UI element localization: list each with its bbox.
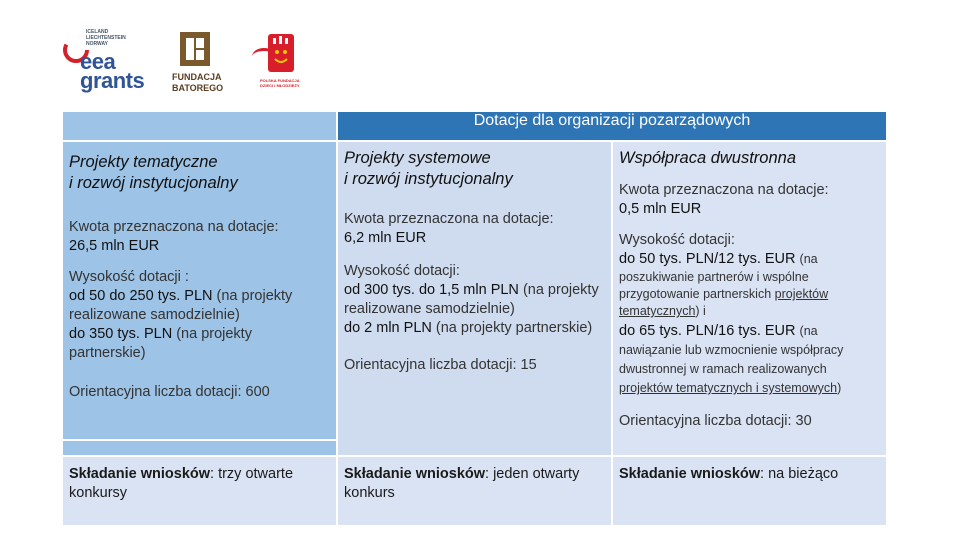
col2-submit-label: Składanie wniosków: [344, 466, 486, 482]
fundacja-batorego-logo: [168, 28, 238, 98]
col3-size-line1: do 50 tys. PLN/12 tys. EUR (na: [619, 251, 818, 267]
col2-size-line1: od 300 tys. do 1,5 mln PLN (na projekty: [344, 282, 599, 298]
col3-amount-value: 0,5 mln EUR: [619, 201, 702, 217]
table-header: Dotacje dla organizacji pozarządowych: [337, 111, 887, 141]
col3-submit-value: : na bieżąco: [760, 466, 839, 482]
col1-size-line3: do 350 tys. PLN (na projekty: [69, 326, 252, 342]
col1-count: Orientacyjna liczba dotacji: 600: [69, 384, 270, 400]
eea-countries: ICELAND LIECHTENSTEIN NORWAY: [86, 29, 126, 47]
col1-title: Projekty tematyczne i rozwój instytucjonalny: [69, 153, 238, 192]
grants-table: [61, 110, 888, 527]
col1-amount-label: Kwota przeznaczona na dotacje:: [69, 219, 279, 235]
col1-submit-label: Składanie wniosków: [69, 466, 211, 482]
col2-amount-value: 6,2 mln EUR: [344, 230, 427, 246]
header-empty-cell: [62, 111, 337, 141]
col2-count: Orientacyjna liczba dotacji: 15: [344, 357, 537, 373]
col2-submission: [337, 456, 612, 526]
col1-submission: [62, 456, 337, 526]
eea-wordmark: eea grants: [80, 49, 145, 93]
batory-mark-icon: [180, 32, 210, 66]
col1-size-line4: partnerskie): [69, 345, 146, 361]
col2-size-line3: do 2 mln PLN (na projekty partnerskie): [344, 320, 593, 336]
col1-spacer: [62, 440, 337, 456]
col2-details: [337, 141, 612, 456]
col1-amount-value: 26,5 mln EUR: [69, 238, 160, 254]
col1-details: [62, 141, 337, 440]
col3-submission: [612, 456, 887, 526]
col3-amount-label: Kwota przeznaczona na dotacje:: [619, 182, 829, 198]
col2-size-line2: realizowane samodzielnie): [344, 301, 515, 317]
col3-link-tematyczne[interactable]: projektów tematycznych: [619, 287, 829, 318]
polska-fundacja-logo: [246, 28, 316, 98]
col1-submit-value: : trzy otwarte konkursy: [69, 466, 294, 501]
col3-details: [612, 141, 887, 456]
col3-submit-label: Składanie wniosków: [619, 466, 761, 482]
col1-size-label: Wysokość dotacji :: [69, 269, 189, 285]
eea-grants-logo: [60, 28, 150, 98]
col3-size-line3: do 65 tys. PLN/16 tys. EUR (na nawiązanie lub wzmocnienie współpracy dwustronnej w ramach realizowanych projektów tematycznych i systemowych): [619, 323, 844, 395]
col3-size-label: Wysokość dotacji:: [619, 232, 735, 248]
col2-amount-label: Kwota przeznaczona na dotacje:: [344, 211, 554, 227]
col2-title: Projekty systemowe i rozwój instytucjonalny: [344, 149, 513, 188]
col3-link-tematyczne-systemowe[interactable]: projektów tematycznych i systemowych: [619, 381, 838, 395]
col3-size-line2: poszukiwanie partnerów i wspólne przygotowanie partnerskich projektów tematycznych) i: [619, 270, 829, 318]
col2-size-label: Wysokość dotacji:: [344, 263, 460, 279]
children-figure-icon: [268, 34, 294, 72]
col3-count: Orientacyjna liczba dotacji: 30: [619, 413, 812, 429]
col2-submit-value: : jeden otwarty konkurs: [344, 466, 580, 501]
col3-title: Współpraca dwustronna: [619, 149, 797, 167]
col1-size-line2: realizowane samodzielnie): [69, 307, 240, 323]
logos-bar: [60, 28, 360, 98]
batory-wordmark: FUNDACJA BATOREGO: [172, 72, 224, 93]
polska-wordmark: POLSKA FUNDACJA DZIECI I MŁODZIEŻY: [260, 78, 300, 88]
col1-size-line1: od 50 do 250 tys. PLN (na projekty: [69, 288, 293, 304]
